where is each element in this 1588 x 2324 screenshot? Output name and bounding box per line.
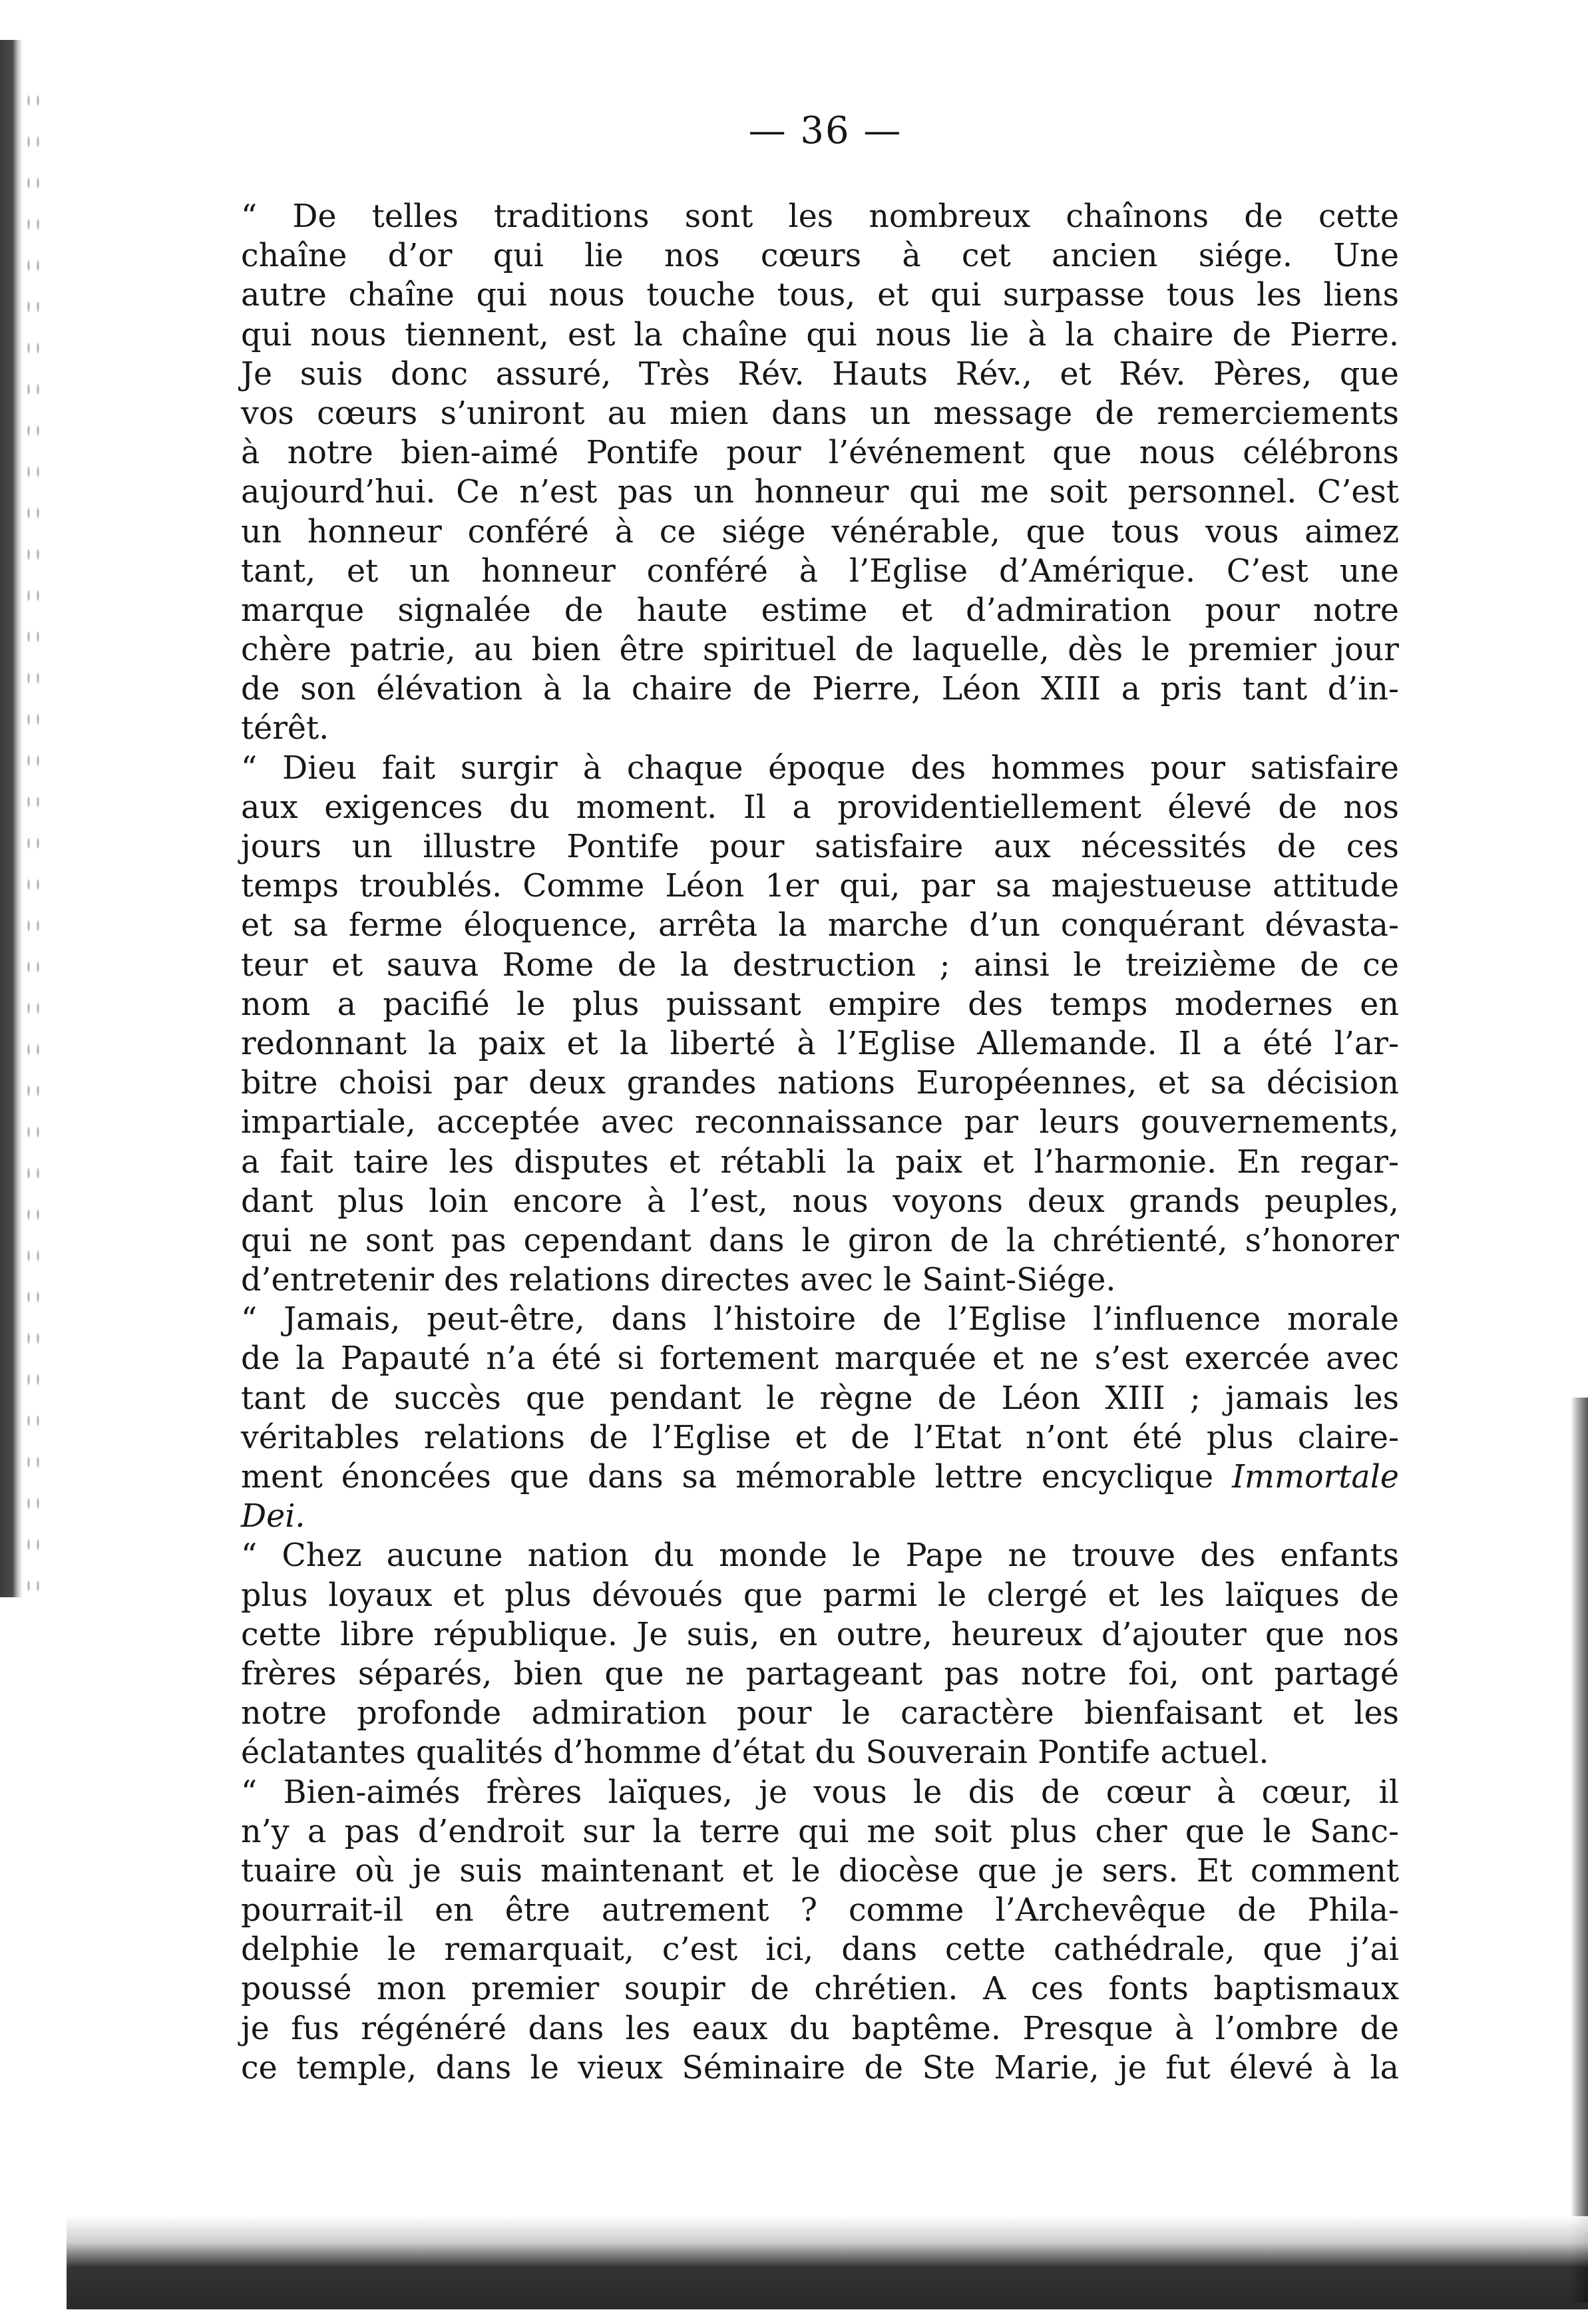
text-line: nom a pacifié le plus puissant empire des temps modernes en xyxy=(241,986,1399,1023)
text-line: qui nous tiennent, est la chaîne qui nous lie à la chaire de Pierre. xyxy=(241,316,1399,353)
italic-title-end: Dei. xyxy=(241,1498,305,1535)
text-line: jours un illustre Pontife pour satisfaire aux nécessités de ces xyxy=(241,829,1399,865)
text-line: Je suis donc assuré, Très Rév. Hauts Rév., et Rév. Pères, que xyxy=(241,355,1399,393)
text-line: autre chaîne qui nous touche tous, et qui surpasse tous les liens xyxy=(241,277,1399,314)
text-line: notre profonde admiration pour le caractère bienfaisant et les xyxy=(241,1695,1399,1732)
scan-edge-specks xyxy=(24,80,44,1611)
scan-edge-right xyxy=(1571,1398,1588,2303)
text-line: pourrait-il en être autrement ? comme l’Archevêque de Phila- xyxy=(241,1892,1399,1929)
text-line: ce temple, dans le vieux Séminaire de Ste Marie, je fut élevé à la xyxy=(241,2049,1399,2086)
text-line: cette libre république. Je suis, en outre, heureux d’ajouter que nos xyxy=(241,1616,1399,1653)
text-line: de son élévation à la chaire de Pierre, Léon XIII a pris tant d’in- xyxy=(241,671,1399,708)
text-line: marque signalée de haute estime et d’admiration pour notre xyxy=(241,592,1399,629)
text-line-italic xyxy=(241,1497,1399,1536)
text-line: delphie le remarquait, c’est ici, dans cette cathédrale, que j’ai xyxy=(241,1931,1399,1969)
text-line: a fait taire les disputes et rétabli la paix et l’harmonie. En regar- xyxy=(241,1143,1399,1181)
text-line: plus loyaux et plus dévoués que parmi le clergé et les laïques de xyxy=(241,1577,1399,1614)
text-line: véritables relations de l’Eglise et de l’Etat n’ont été plus claire- xyxy=(241,1419,1399,1456)
text-line: éclatantes qualités d’homme d’état du Souverain Pontife actuel. xyxy=(241,1734,1269,1772)
italic-title: Immortale xyxy=(1232,1459,1399,1495)
text-line: aux exigences du moment. Il a providentiellement élevé de nos xyxy=(241,789,1399,826)
text-line: tuaire où je suis maintenant et le diocèse que je sers. Et comment xyxy=(241,1852,1399,1889)
text-line-with-italic xyxy=(241,1457,1399,1497)
text-line: à notre bien-aimé Pontife pour l’événement que nous célébrons xyxy=(241,435,1399,472)
text-line: dant plus loin encore à l’est, nous voyons deux grands peuples, xyxy=(241,1183,1399,1220)
text-line: de la Papauté n’a été si fortement marquée et ne s’est exercée avec xyxy=(241,1340,1399,1378)
text-line: tant de succès que pendant le règne de Léon XIII ; jamais les xyxy=(241,1380,1399,1417)
text-line: temps troublés. Comme Léon 1er qui, par sa majestueuse attitude xyxy=(241,868,1399,905)
text-segment: ment énoncées que dans sa mémorable lettre encyclique xyxy=(241,1459,1214,1495)
text-line: “ Bien-aimés frères laïques, je vous le dis de cœur à cœur, il xyxy=(241,1774,1399,1811)
text-line: frères séparés, bien que ne partageant pas notre foi, ont partagé xyxy=(241,1655,1399,1692)
text-line: chère patrie, au bien être spirituel de laquelle, dès le premier jour xyxy=(241,632,1399,669)
text-line: un honneur conféré à ce siége vénérable, que tous vous aimez xyxy=(241,513,1399,550)
scan-edge-left xyxy=(0,40,23,1597)
text-line: vos cœurs s’uniront au mien dans un message de remerciements xyxy=(241,395,1399,432)
text-line: d’entretenir des relations directes avec le Saint-Siége. xyxy=(241,1262,1116,1299)
text-line: chaîne d’or qui lie nos cœurs à cet ancien siége. Une xyxy=(241,238,1399,275)
page-number: — 36 — xyxy=(748,109,902,152)
text-line: je fus régénéré dans les eaux du baptême. Presque à l’ombre de xyxy=(241,2010,1399,2047)
text-line: “ Jamais, peut-être, dans l’histoire de l’Eglise l’influence morale xyxy=(241,1301,1399,1338)
text-line: térêt. xyxy=(241,710,329,747)
text-line: “ De telles traditions sont les nombreux chaînons de cette xyxy=(241,198,1399,235)
page-body xyxy=(241,197,1399,2088)
text-line: redonnant la paix et la liberté à l’Eglise Allemande. Il a été l’ar- xyxy=(241,1025,1399,1062)
text-line: impartiale, acceptée avec reconnaissance par leurs gouvernements, xyxy=(241,1104,1399,1141)
text-line: “ Dieu fait surgir à chaque époque des hommes pour satisfaire xyxy=(241,749,1399,787)
text-line: tant, et un honneur conféré à l’Eglise d’Amérique. C’est une xyxy=(241,552,1399,590)
text-line: qui ne sont pas cependant dans le giron de la chrétienté, s’honorer xyxy=(241,1222,1399,1259)
text-line: n’y a pas d’endroit sur la terre qui me soit plus cher que le Sanc- xyxy=(241,1813,1399,1850)
text-line: bitre choisi par deux grandes nations Européennes, et sa décision xyxy=(241,1065,1399,1102)
text-line: teur et sauva Rome de la destruction ; ainsi le treizième de ce xyxy=(241,946,1399,984)
text-line: aujourd’hui. Ce n’est pas un honneur qui me soit personnel. C’est xyxy=(241,474,1399,511)
scan-edge-bottom xyxy=(67,2216,1588,2309)
text-line: “ Chez aucune nation du monde le Pape ne trouve des enfants xyxy=(241,1537,1399,1575)
text-line: poussé mon premier soupir de chrétien. A ces fonts baptismaux xyxy=(241,1971,1399,2008)
text-line: et sa ferme éloquence, arrêta la marche d’un conquérant dévasta- xyxy=(241,907,1399,944)
